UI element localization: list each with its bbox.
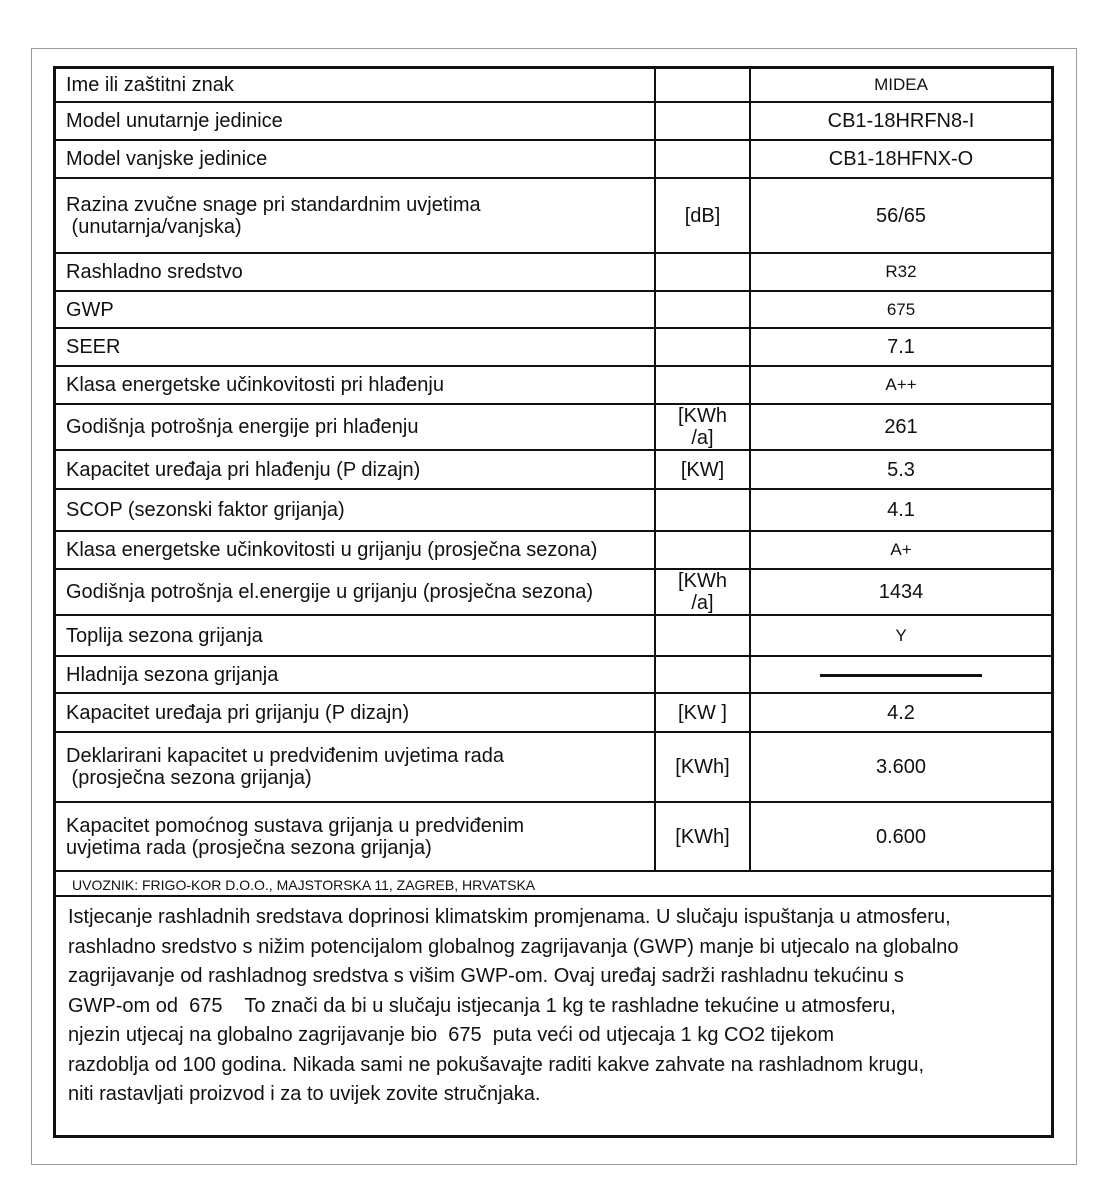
row-label: Rashladno sredstvo — [56, 253, 655, 291]
row-unit — [655, 102, 750, 140]
note-line: njezin utjecaj na globalno zagrijavanje bio 675 puta veći od utjecaja 1 kg CO2 tijekom — [68, 1024, 835, 1046]
row-value: 5.3 — [750, 450, 1051, 489]
importer-line: UVOZNIK: FRIGO-KOR D.O.O., MAJSTORSKA 11, ZAGREB, HRVATSKA — [56, 873, 1051, 897]
row-unit — [655, 366, 750, 404]
row-label — [56, 732, 655, 802]
row-label: Klasa energetske učinkovitosti pri hlađenju — [56, 366, 655, 404]
table-row — [56, 253, 1051, 291]
row-label: Model unutarnje jedinice — [56, 102, 655, 140]
row-unit — [655, 253, 750, 291]
row-value: 1434 — [750, 569, 1051, 615]
row-label — [56, 802, 655, 871]
note-line: zagrijavanje od rashladnog sredstva s višim GWP-om. Ovaj uređaj sadrži rashladnu tekućinu s — [68, 965, 904, 987]
row-value: A++ — [750, 366, 1051, 404]
note-line: GWP-om od 675 To znači da bi u slučaju istjecanja 1 kg te rashladne tekućine u atmosferu, — [68, 994, 896, 1017]
row-value: 7.1 — [750, 328, 1051, 366]
table-row — [56, 102, 1051, 140]
row-unit: [dB] — [655, 178, 750, 253]
row-label: Godišnja potrošnja el.energije u grijanju (prosječna sezona) — [56, 569, 655, 615]
row-unit — [655, 531, 750, 569]
row-value: 675 — [750, 291, 1051, 328]
row-unit: [KWh] — [655, 732, 750, 802]
table-row — [56, 140, 1051, 178]
row-label: Hladnija sezona grijanja — [56, 656, 655, 693]
table-row — [56, 531, 1051, 569]
row-unit: [KWh] — [655, 802, 750, 871]
row-label: SCOP (sezonski faktor grijanja) — [56, 489, 655, 531]
row-label: Model vanjske jedinice — [56, 140, 655, 178]
row-label: Kapacitet uređaja pri hlađenju (P dizajn) — [56, 450, 655, 489]
row-value: 56/65 — [750, 178, 1051, 253]
row-value: 4.1 — [750, 489, 1051, 531]
row-value: R32 — [750, 253, 1051, 291]
table-row — [56, 178, 1051, 253]
row-value: 4.2 — [750, 693, 1051, 732]
table-row — [56, 69, 1051, 102]
note-line: rashladno sredstvo s nižim potencijalom globalnog zagrijavanja (GWP) manje bi utjecalo na globalno — [68, 935, 959, 958]
row-unit — [655, 328, 750, 366]
row-label: Godišnja potrošnja energije pri hlađenju — [56, 404, 655, 450]
row-unit — [655, 656, 750, 693]
row-unit — [655, 489, 750, 531]
spec-table — [56, 69, 1051, 872]
table-row — [56, 802, 1051, 871]
dash-line — [820, 674, 982, 677]
row-unit — [655, 69, 750, 102]
table-row — [56, 693, 1051, 732]
table-row — [56, 291, 1051, 328]
row-unit — [655, 615, 750, 656]
row-label: Ime ili zaštitni znak — [56, 69, 655, 102]
table-row — [56, 450, 1051, 489]
row-unit — [655, 140, 750, 178]
row-value: MIDEA — [750, 69, 1051, 102]
row-label-line-2: (unutarnja/vanjska) — [66, 215, 242, 238]
row-value: 0.600 — [750, 802, 1051, 871]
row-label: GWP — [56, 291, 655, 328]
row-unit: [KW] — [655, 450, 750, 489]
energy-label-sheet — [53, 66, 1054, 1138]
note-line: niti rastavljati proizvod i za to uvijek zovite stručnjaka. — [68, 1083, 541, 1105]
row-unit: [KW ] — [655, 693, 750, 732]
note-line: razdoblja od 100 godina. Nikada sami ne pokušavajte raditi kakve zahvate na rashladnom krugu, — [68, 1053, 925, 1076]
row-label-line-1: Deklarirani kapacitet u predviđenim uvjetima rada — [66, 745, 504, 767]
row-value: CB1-18HFNX-O — [750, 140, 1051, 178]
table-row — [56, 732, 1051, 802]
table-row — [56, 404, 1051, 450]
row-value: CB1-18HRFN8-I — [750, 102, 1051, 140]
table-row — [56, 569, 1051, 615]
row-label — [56, 178, 655, 253]
row-label: Kapacitet uređaja pri grijanju (P dizajn) — [56, 693, 655, 732]
table-row — [56, 656, 1051, 693]
row-value: Y — [750, 615, 1051, 656]
row-label: Klasa energetske učinkovitosti u grijanju (prosječna sezona) — [56, 531, 655, 569]
note-line: Istjecanje rashladnih sredstava doprinosi klimatskim promjenama. U slučaju ispuštanja u atmosferu, — [68, 906, 951, 928]
row-label-line-2: uvjetima rada (prosječna sezona grijanja) — [66, 836, 432, 859]
refrigerant-note — [68, 903, 1053, 1110]
row-unit: [KWh /a] — [655, 569, 750, 615]
table-row — [56, 366, 1051, 404]
row-value: 261 — [750, 404, 1051, 450]
row-value: 3.600 — [750, 732, 1051, 802]
row-label-line-2: (prosječna sezona grijanja) — [66, 767, 312, 789]
row-value — [750, 656, 1051, 693]
row-label-line-1: Kapacitet pomoćnog sustava grijanja u predviđenim — [66, 814, 525, 837]
table-row — [56, 489, 1051, 531]
row-value: A+ — [750, 531, 1051, 569]
table-row — [56, 328, 1051, 366]
row-label: Toplija sezona grijanja — [56, 615, 655, 656]
table-row — [56, 615, 1051, 656]
row-label: SEER — [56, 328, 655, 366]
row-unit — [655, 291, 750, 328]
row-label-line-1: Razina zvučne snage pri standardnim uvjetima — [66, 193, 481, 216]
row-unit: [KWh /a] — [655, 404, 750, 450]
